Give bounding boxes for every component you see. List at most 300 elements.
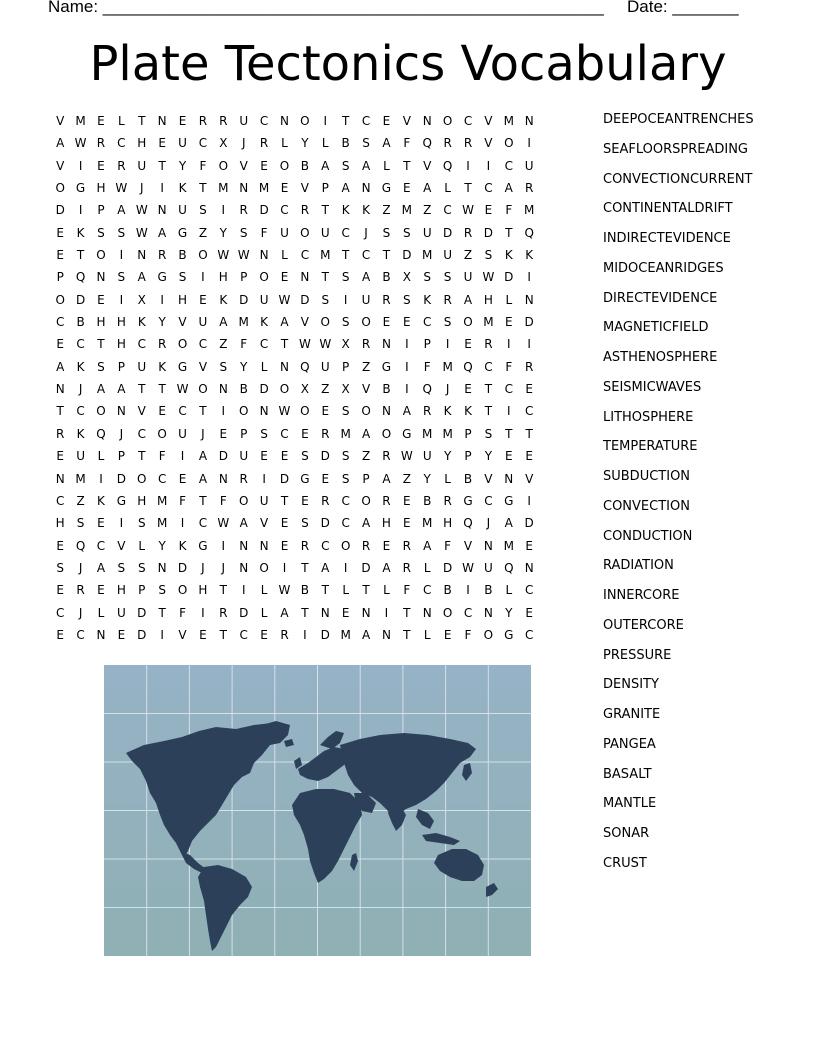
grid-letter[interactable]: I [221,538,226,553]
grid-letter[interactable]: N [361,605,371,620]
grid-letter[interactable]: G [75,181,86,196]
grid-letter[interactable]: W [278,583,291,598]
grid-letter[interactable]: W [462,560,474,575]
grid-letter[interactable]: V [402,114,411,128]
grid-letter[interactable]: P [342,359,350,374]
grid-letter[interactable]: E [97,158,105,173]
grid-letter[interactable]: C [361,248,371,263]
grid-letter[interactable]: I [201,270,205,285]
grid-letter[interactable]: E [178,114,187,128]
grid-letter[interactable]: D [300,292,310,307]
grid-letter[interactable]: I [160,181,164,196]
grid-letter[interactable]: V [484,114,493,128]
grid-letter[interactable]: E [443,627,452,642]
grid-letter[interactable]: K [525,248,534,263]
grid-letter[interactable]: L [444,471,451,486]
grid-letter[interactable]: K [423,292,432,307]
grid-letter[interactable]: F [260,225,268,240]
grid-letter[interactable]: A [321,560,330,575]
grid-letter[interactable]: C [198,337,208,352]
grid-letter[interactable]: L [444,181,451,196]
grid-letter[interactable]: E [321,471,330,486]
grid-letter[interactable]: W [217,248,230,263]
grid-letter[interactable]: U [484,560,493,575]
grid-letter[interactable]: E [56,225,64,240]
grid-letter[interactable]: E [484,203,493,218]
grid-letter[interactable]: I [466,583,470,598]
grid-letter[interactable]: A [463,292,473,307]
grid-letter[interactable]: F [240,337,248,352]
grid-letter[interactable]: O [361,493,371,508]
grid-letter[interactable]: T [199,404,207,419]
grid-letter[interactable]: T [301,605,309,620]
grid-letter[interactable]: D [116,471,126,486]
grid-letter[interactable]: R [219,114,228,128]
grid-letter[interactable]: T [56,404,64,419]
grid-letter[interactable]: J [139,181,144,196]
grid-letter[interactable]: A [382,136,391,151]
grid-letter[interactable]: S [301,449,309,464]
grid-letter[interactable]: D [239,292,249,307]
grid-letter[interactable]: N [524,560,534,575]
grid-letter[interactable]: D [259,203,269,218]
grid-letter[interactable]: L [423,560,431,575]
grid-letter[interactable]: V [198,359,208,374]
grid-letter[interactable]: U [198,315,208,330]
grid-letter[interactable]: M [524,203,535,218]
grid-letter[interactable]: Q [300,359,310,374]
grid-letter[interactable]: A [137,270,146,285]
grid-letter[interactable]: U [178,426,187,441]
grid-letter[interactable]: C [484,181,493,196]
grid-letter[interactable]: D [442,560,453,575]
grid-letter[interactable]: T [403,627,411,642]
grid-letter[interactable]: V [239,158,248,173]
grid-letter[interactable]: G [381,359,392,374]
grid-letter[interactable]: S [341,270,350,285]
grid-letter[interactable]: S [341,404,350,419]
grid-letter[interactable]: S [117,560,126,575]
grid-letter[interactable]: Y [423,471,431,486]
grid-letter[interactable]: Q [524,225,534,240]
grid-letter[interactable]: W [298,337,311,352]
grid-letter[interactable]: P [56,270,64,285]
grid-letter[interactable]: A [117,203,126,218]
grid-letter[interactable]: C [280,203,289,218]
grid-letter[interactable]: S [158,583,166,598]
grid-letter[interactable]: K [76,426,85,441]
grid-letter[interactable]: A [423,181,432,196]
grid-letter[interactable]: R [443,136,452,151]
grid-letter[interactable]: R [219,605,228,620]
grid-letter[interactable]: I [466,158,470,173]
grid-letter[interactable]: S [403,225,411,240]
grid-letter[interactable]: O [279,382,290,397]
grid-letter[interactable]: E [403,516,411,531]
grid-letter[interactable]: C [137,337,146,352]
grid-letter[interactable]: B [178,248,187,263]
grid-letter[interactable]: N [218,382,228,397]
grid-letter[interactable]: E [301,426,309,441]
grid-letter[interactable]: G [177,225,188,240]
grid-letter[interactable]: P [464,426,472,441]
grid-letter[interactable]: Y [219,225,227,240]
grid-letter[interactable]: R [382,449,391,464]
grid-letter[interactable]: Q [75,270,86,285]
grid-letter[interactable]: U [320,359,330,374]
grid-letter[interactable]: S [301,516,309,531]
grid-letter[interactable]: N [300,270,310,285]
grid-letter[interactable]: E [158,404,166,419]
grid-letter[interactable]: F [444,538,452,553]
grid-letter[interactable]: Z [76,493,85,508]
grid-letter[interactable]: O [300,225,310,240]
grid-letter[interactable]: T [280,337,289,352]
grid-letter[interactable]: Z [423,203,432,218]
grid-letter[interactable]: N [504,471,514,486]
grid-letter[interactable]: B [484,583,493,598]
grid-letter[interactable]: F [199,158,207,173]
grid-letter[interactable]: U [239,449,249,464]
grid-letter[interactable]: T [362,583,370,598]
grid-letter[interactable]: L [281,136,288,151]
grid-letter[interactable]: L [321,136,329,151]
grid-letter[interactable]: C [96,538,106,553]
grid-letter[interactable]: F [219,493,227,508]
grid-letter[interactable]: J [445,382,450,397]
grid-letter[interactable]: L [505,583,513,598]
grid-letter[interactable]: M [75,114,86,128]
grid-letter[interactable]: F [158,449,166,464]
grid-letter[interactable]: I [405,382,409,397]
grid-letter[interactable]: A [361,426,371,441]
grid-letter[interactable]: E [301,493,309,508]
grid-letter[interactable]: A [219,315,228,330]
grid-letter[interactable]: N [280,114,289,128]
grid-letter[interactable]: L [118,114,125,128]
grid-letter[interactable]: I [221,203,226,218]
grid-letter[interactable]: R [525,181,534,196]
grid-letter[interactable]: S [239,225,248,240]
grid-letter[interactable]: I [343,292,348,307]
grid-letter[interactable]: Y [240,359,248,374]
grid-letter[interactable]: S [362,136,370,151]
grid-letter[interactable]: E [382,538,391,553]
grid-letter[interactable]: J [119,426,124,441]
grid-letter[interactable]: O [300,114,310,128]
grid-letter[interactable]: E [504,449,513,464]
grid-letter[interactable]: M [401,203,413,218]
grid-letter[interactable]: D [402,248,412,263]
grid-letter[interactable]: H [178,292,188,307]
grid-letter[interactable]: V [484,136,493,151]
grid-letter[interactable]: I [78,203,83,218]
grid-letter[interactable]: D [75,292,86,307]
grid-letter[interactable]: L [97,605,105,620]
grid-letter[interactable]: V [463,538,473,553]
grid-letter[interactable]: K [464,404,472,419]
grid-letter[interactable]: U [443,248,453,263]
grid-letter[interactable]: R [443,292,452,307]
grid-letter[interactable]: F [179,493,186,508]
grid-letter[interactable]: T [505,225,513,240]
grid-letter[interactable]: V [56,114,65,128]
grid-letter[interactable]: H [381,516,391,531]
grid-letter[interactable]: D [320,627,330,642]
grid-letter[interactable]: H [137,136,147,151]
grid-letter[interactable]: U [361,292,371,307]
grid-letter[interactable]: P [321,181,329,196]
grid-letter[interactable]: Z [361,449,371,464]
grid-letter[interactable]: Q [463,516,473,531]
grid-letter[interactable]: V [117,538,126,553]
grid-letter[interactable]: N [483,605,493,620]
grid-letter[interactable]: N [157,114,167,128]
grid-letter[interactable]: E [97,516,105,531]
grid-letter[interactable]: E [56,583,64,598]
grid-letter[interactable]: Z [402,471,411,486]
grid-letter[interactable]: R [96,136,106,151]
grid-letter[interactable]: A [361,270,371,285]
grid-letter[interactable]: U [178,136,187,151]
grid-letter[interactable]: N [361,181,371,196]
grid-letter[interactable]: H [137,493,147,508]
grid-letter[interactable]: E [525,538,533,553]
grid-letter[interactable]: J [221,560,226,575]
grid-letter[interactable]: Q [504,560,514,575]
grid-letter[interactable]: L [423,627,431,642]
grid-letter[interactable]: C [423,583,432,598]
grid-letter[interactable]: A [96,382,106,397]
grid-letter[interactable]: L [383,583,390,598]
grid-letter[interactable]: I [282,560,287,575]
grid-letter[interactable]: W [217,516,230,531]
grid-letter[interactable]: B [423,493,432,508]
grid-letter[interactable]: L [342,583,349,598]
grid-letter[interactable]: S [443,270,452,285]
grid-letter[interactable]: U [259,493,269,508]
grid-letter[interactable]: K [76,225,85,240]
grid-letter[interactable]: N [157,203,167,218]
grid-letter[interactable]: B [76,315,85,330]
grid-letter[interactable]: O [259,560,269,575]
grid-letter[interactable]: X [300,382,309,397]
grid-letter[interactable]: K [341,203,350,218]
grid-letter[interactable]: A [280,315,289,330]
grid-letter[interactable]: S [341,315,350,330]
grid-letter[interactable]: N [259,248,269,263]
grid-letter[interactable]: O [340,538,351,553]
grid-letter[interactable]: I [160,627,164,642]
grid-letter[interactable]: I [507,404,511,419]
grid-letter[interactable]: O [442,114,453,128]
grid-letter[interactable]: W [278,292,291,307]
grid-letter[interactable]: N [137,248,147,263]
grid-letter[interactable]: A [117,382,126,397]
grid-letter[interactable]: O [463,315,473,330]
grid-letter[interactable]: S [97,225,105,240]
grid-letter[interactable]: T [219,627,227,642]
grid-letter[interactable]: N [116,404,126,419]
grid-letter[interactable]: E [280,538,289,553]
grid-letter[interactable]: O [157,426,167,441]
grid-letter[interactable]: X [219,136,228,151]
grid-letter[interactable]: Q [463,359,473,374]
grid-letter[interactable]: R [157,248,167,263]
grid-letter[interactable]: W [462,203,474,218]
grid-letter[interactable]: C [76,404,85,419]
grid-letter[interactable]: L [260,583,268,598]
grid-letter[interactable]: N [55,382,65,397]
grid-letter[interactable]: N [96,270,106,285]
grid-letter[interactable]: A [56,359,65,374]
grid-letter[interactable]: T [280,493,289,508]
grid-letter[interactable]: I [241,583,246,598]
grid-letter[interactable]: Z [382,203,391,218]
grid-letter[interactable]: F [505,359,513,374]
grid-letter[interactable]: C [117,136,126,151]
grid-letter[interactable]: C [56,315,65,330]
grid-letter[interactable]: K [260,315,269,330]
grid-letter[interactable]: C [76,627,85,642]
grid-letter[interactable]: I [221,404,226,419]
grid-letter[interactable]: E [97,114,105,128]
grid-letter[interactable]: R [239,203,248,218]
grid-letter[interactable]: N [381,337,391,352]
grid-letter[interactable]: E [403,315,411,330]
grid-letter[interactable]: N [381,404,391,419]
grid-letter[interactable]: C [178,404,187,419]
grid-letter[interactable]: O [361,315,371,330]
grid-letter[interactable]: I [303,627,307,642]
grid-letter[interactable]: C [524,627,534,642]
grid-letter[interactable]: P [362,471,370,486]
grid-letter[interactable]: Y [484,449,493,464]
grid-letter[interactable]: I [323,114,328,128]
grid-letter[interactable]: H [116,337,126,352]
grid-letter[interactable]: J [78,382,83,397]
grid-letter[interactable]: U [239,114,249,128]
grid-letter[interactable]: O [177,337,188,352]
grid-letter[interactable]: H [96,315,106,330]
grid-letter[interactable]: M [258,181,270,196]
grid-letter[interactable]: R [361,538,371,553]
grid-letter[interactable]: R [484,337,493,352]
grid-letter[interactable]: V [137,404,146,419]
grid-letter[interactable]: J [78,605,83,620]
grid-letter[interactable]: D [361,560,371,575]
grid-letter[interactable]: O [218,158,229,173]
grid-letter[interactable]: D [483,225,494,240]
grid-letter[interactable]: N [55,471,65,486]
grid-letter[interactable]: R [402,560,411,575]
grid-letter[interactable]: S [199,203,207,218]
grid-letter[interactable]: N [239,560,249,575]
grid-letter[interactable]: R [382,292,391,307]
grid-letter[interactable]: D [137,605,147,620]
grid-letter[interactable]: H [483,292,493,307]
grid-letter[interactable]: M [75,471,86,486]
grid-letter[interactable]: M [422,248,433,263]
grid-letter[interactable]: S [137,560,146,575]
grid-letter[interactable]: I [180,449,185,464]
grid-letter[interactable]: U [137,359,147,374]
grid-letter[interactable]: S [219,359,228,374]
grid-letter[interactable]: P [97,203,105,218]
grid-letter[interactable]: T [484,404,493,419]
grid-letter[interactable]: M [503,114,514,128]
grid-letter[interactable]: O [55,181,65,196]
grid-letter[interactable]: N [320,605,330,620]
grid-letter[interactable]: C [259,337,269,352]
grid-letter[interactable]: R [463,225,473,240]
grid-letter[interactable]: A [423,538,432,553]
grid-letter[interactable]: A [402,404,411,419]
grid-letter[interactable]: N [96,627,106,642]
grid-letter[interactable]: J [78,560,83,575]
grid-letter[interactable]: H [198,583,208,598]
grid-letter[interactable]: U [116,605,126,620]
grid-letter[interactable]: I [384,605,389,620]
grid-letter[interactable]: G [504,493,514,508]
grid-letter[interactable]: C [463,114,473,128]
grid-letter[interactable]: M [503,538,514,553]
grid-letter[interactable]: R [463,136,473,151]
grid-letter[interactable]: A [382,471,391,486]
grid-letter[interactable]: E [280,181,289,196]
grid-letter[interactable]: Y [158,315,166,330]
grid-letter[interactable]: E [260,449,268,464]
grid-letter[interactable]: C [300,248,310,263]
grid-letter[interactable]: T [464,181,472,196]
grid-letter[interactable]: C [56,605,65,620]
grid-letter[interactable]: A [361,516,371,531]
grid-letter[interactable]: E [321,404,330,419]
grid-letter[interactable]: Y [178,158,187,173]
grid-letter[interactable]: A [198,471,208,486]
grid-letter[interactable]: F [403,583,411,598]
grid-letter[interactable]: C [524,404,534,419]
grid-letter[interactable]: O [238,404,249,419]
grid-letter[interactable]: F [464,627,472,642]
grid-letter[interactable]: I [527,493,531,508]
grid-letter[interactable]: A [158,225,167,240]
grid-letter[interactable]: K [362,203,370,218]
grid-letter[interactable]: B [463,471,473,486]
grid-letter[interactable]: R [56,426,65,441]
grid-letter[interactable]: Z [321,382,330,397]
grid-letter[interactable]: I [119,516,124,531]
grid-letter[interactable]: Y [443,449,452,464]
grid-letter[interactable]: B [341,136,350,151]
grid-letter[interactable]: R [76,583,85,598]
grid-letter[interactable]: C [56,493,65,508]
grid-letter[interactable]: S [341,471,350,486]
grid-letter[interactable]: F [179,605,186,620]
grid-letter[interactable]: U [422,225,432,240]
grid-letter[interactable]: H [96,181,106,196]
grid-letter[interactable]: W [278,404,291,419]
grid-letter[interactable]: E [56,538,64,553]
name-field[interactable]: Name: _____________________________________________________ [48,0,604,16]
grid-letter[interactable]: E [525,449,533,464]
grid-letter[interactable]: O [96,248,106,263]
grid-letter[interactable]: A [280,605,289,620]
date-field[interactable]: Date: _______ [627,0,739,16]
grid-letter[interactable]: W [135,225,148,240]
grid-letter[interactable]: O [259,270,269,285]
grid-letter[interactable]: I [201,605,205,620]
